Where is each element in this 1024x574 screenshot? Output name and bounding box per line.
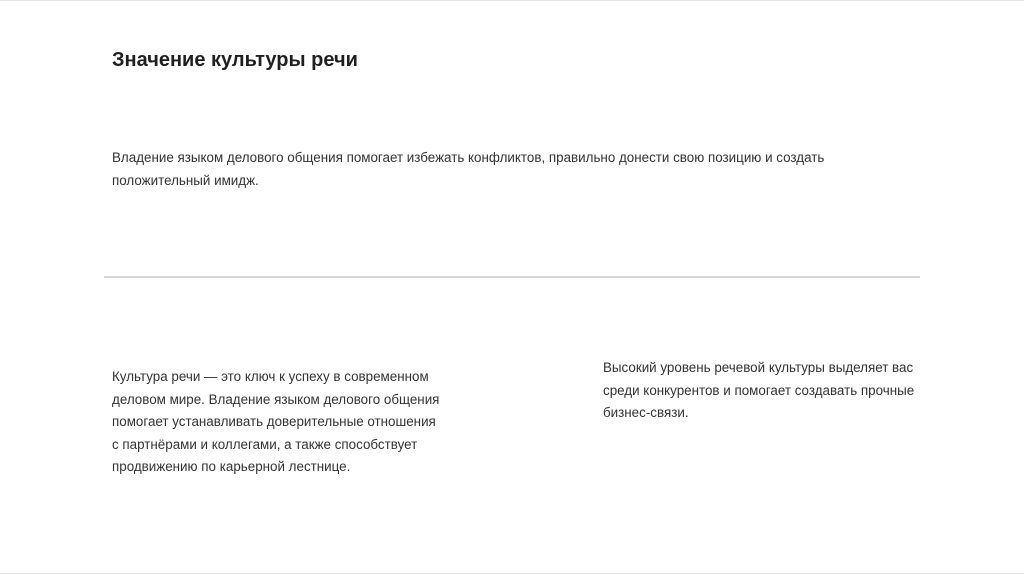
section-divider bbox=[104, 276, 920, 278]
right-column-text: Высокий уровень речевой культуры выделяет вас среди конкурентов и помогает создавать прочные бизнес-связи. bbox=[603, 360, 915, 420]
intro-paragraph: Владение языком делового общения помогает избежать конфликтов, правильно донести свою позицию и создать положительный имидж. bbox=[112, 150, 825, 188]
slide-title: Значение культуры речи bbox=[112, 49, 358, 71]
left-column-text: Культура речи — это ключ к успеху в современном деловом мире. Владение языком делового общения помогает устанавливать доверительные отношения с партнёрами и коллегами, а также способствует продвижению по карьерной лестнице. bbox=[112, 369, 440, 474]
